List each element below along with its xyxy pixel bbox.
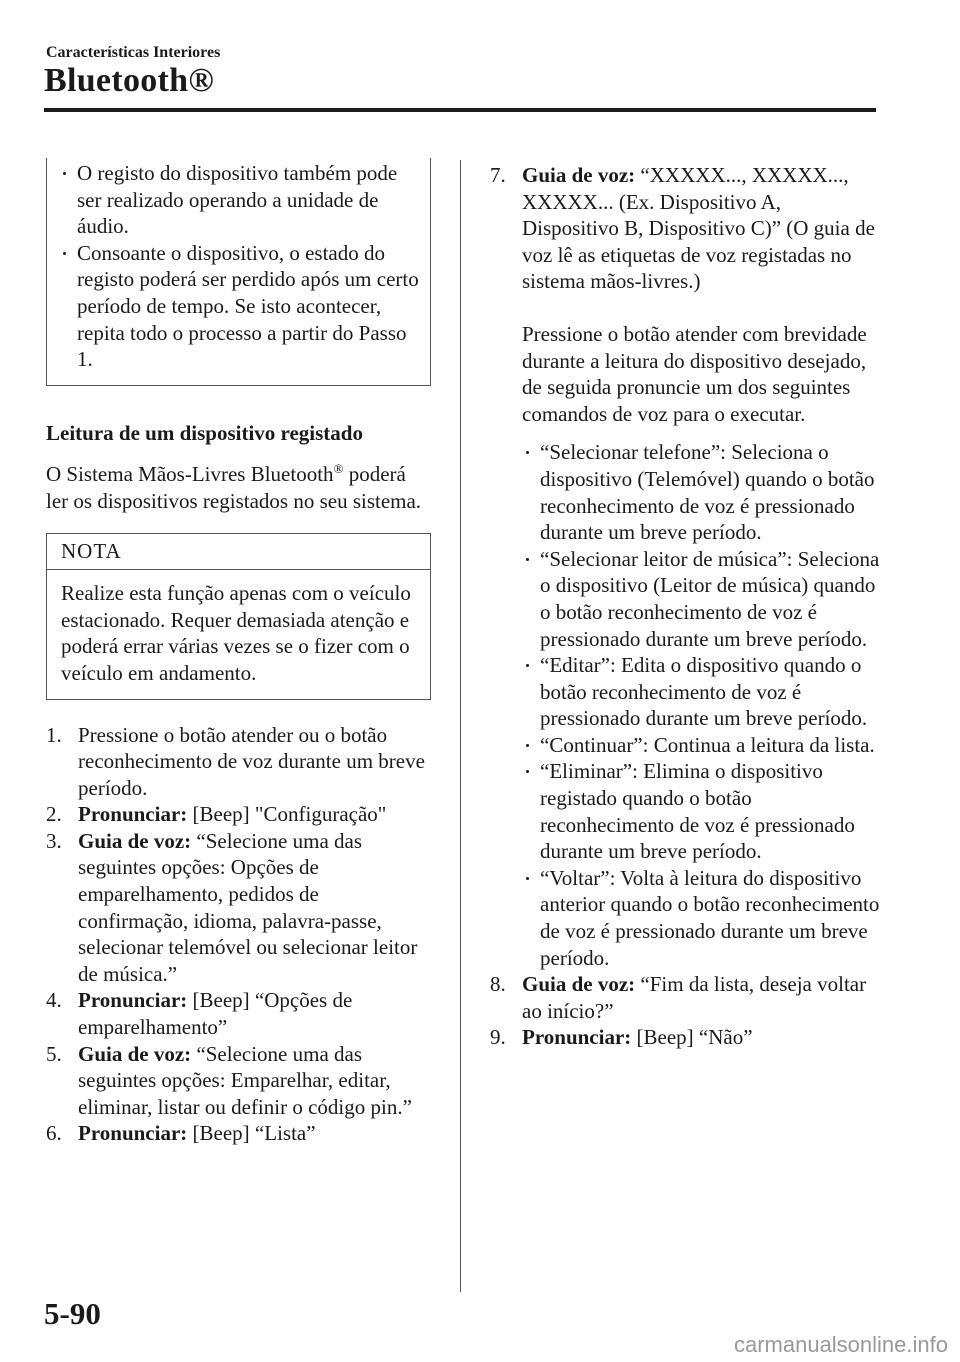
step-item: 9. Pronunciar: [Beep] “Não” xyxy=(490,1025,753,1050)
page-title: Bluetooth® xyxy=(44,62,215,99)
watermark: carmanualsonline.info xyxy=(733,1332,948,1357)
command-item: “Editar”: Edita o dispositivo quando o botão reconhecimento de voz é pressionado durante um breve período. xyxy=(522,652,882,732)
step-item: 5. Guia de voz: “Selecione uma das seguintes opções: Emparelhar, editar, eliminar, listar ou definir o código pin.” xyxy=(46,1041,412,1119)
right-column xyxy=(490,158,882,1051)
section-heading: Leitura de um dispositivo registado xyxy=(46,420,363,445)
note-text: Realize esta função apenas com o veículo estacionado. Requer demasiada atenção e poderá errar várias vezes se o fizer com o veículo em andamento. xyxy=(61,581,411,685)
step-item: 7. Guia de voz: “XXXXX..., XXXXX..., XXXXX... (Ex. Dispositivo A, Dispositivo B, Dispositivo C)” (O guia de voz lê as etiquetas de voz registadas no sistema mãos-livres.) Pressione o botão atender com brevidade durante a leitura do dispositivo desejado, de seguida pronuncie um dos seguintes comandos de voz para o executar. “Selecionar telefone”: Seleciona o dispositivo (Telemóvel) quando o botão reconhecimento de voz é pressionado durante um breve período. “Selecionar leitor de música”: Seleciona o dispositivo (Leitor de música) quando o botão reconhecimento de voz é pressionado durante um breve período. “Editar”: Edita o dispositivo quando o botão reconhecimento de voz é pressionado durante um breve período. “Continuar”: Continua a leitura da lista. “Eliminar”: Elimina o dispositivo registado quando o botão reconhecimento de voz é pressionado durante um breve período. “Voltar”: Volta à leitura do dispositivo anterior quando o botão reconhecimento de voz é pressionado durante um breve período. xyxy=(490,162,882,971)
note-box xyxy=(46,533,431,700)
command-item: “Voltar”: Volta à leitura do dispositivo anterior quando o botão reconhecimento de voz é pressionado durante um breve período. xyxy=(522,865,882,971)
voice-commands xyxy=(522,439,882,971)
box-bullet: O registo do dispositivo também pode ser realizado operando a unidade de áudio. xyxy=(59,160,422,240)
steps-list xyxy=(46,722,431,1148)
header-rule xyxy=(44,108,876,112)
step-item: 8. Guia de voz: “Fim da lista, deseja voltar ao início?” xyxy=(490,972,867,1023)
note-label: NOTA xyxy=(47,534,430,571)
command-item: “Continuar”: Continua a leitura da lista. xyxy=(522,732,882,759)
step-item: 6. Pronunciar: [Beep] “Lista” xyxy=(46,1121,316,1146)
box-bullet: Consoante o dispositivo, o estado do registo poderá ser perdido após um certo período de tempo. Se isto acontecer, repita todo o processo a partir do Passo 1. xyxy=(59,240,422,373)
step-item: 1. Pressione o botão atender ou o botão reconhecimento de voz durante um breve período. xyxy=(46,722,425,800)
column-divider xyxy=(460,160,461,1292)
intro-paragraph: O Sistema Mãos-Livres Bluetooth® poderá ler os dispositivos registados no seu sistema. xyxy=(46,461,422,513)
info-box xyxy=(46,158,431,386)
steps-list-continued xyxy=(490,162,882,1051)
left-column xyxy=(46,158,431,1147)
section-label: Características Interiores xyxy=(46,44,221,61)
command-item: “Eliminar”: Elimina o dispositivo registado quando o botão reconhecimento de voz é pressionado durante um breve período. xyxy=(522,758,882,864)
page-number: 5-90 xyxy=(44,1296,101,1331)
step7-paragraph: Pressione o botão atender com brevidade durante a leitura do dispositivo desejado, de seguida pronuncie um dos seguintes comandos de voz para o executar. xyxy=(522,321,867,426)
step-item: 3. Guia de voz: “Selecione uma das seguintes opções: Opções de emparelhamento, pedidos de confirmação, idioma, palavra-passe, selecionar telemóvel ou selecionar leitor de música.” xyxy=(46,828,418,986)
step-item: 2. Pronunciar: [Beep] "Configuração" xyxy=(46,802,387,827)
command-item: “Selecionar leitor de música”: Seleciona o dispositivo (Leitor de música) quando o botão reconhecimento de voz é pressionado durante um breve período. xyxy=(522,546,882,652)
command-item: “Selecionar telefone”: Seleciona o dispositivo (Telemóvel) quando o botão reconhecimento de voz é pressionado durante um breve período. xyxy=(522,439,882,545)
step-item: 4. Pronunciar: [Beep] “Opções de emparelhamento” xyxy=(46,988,353,1040)
